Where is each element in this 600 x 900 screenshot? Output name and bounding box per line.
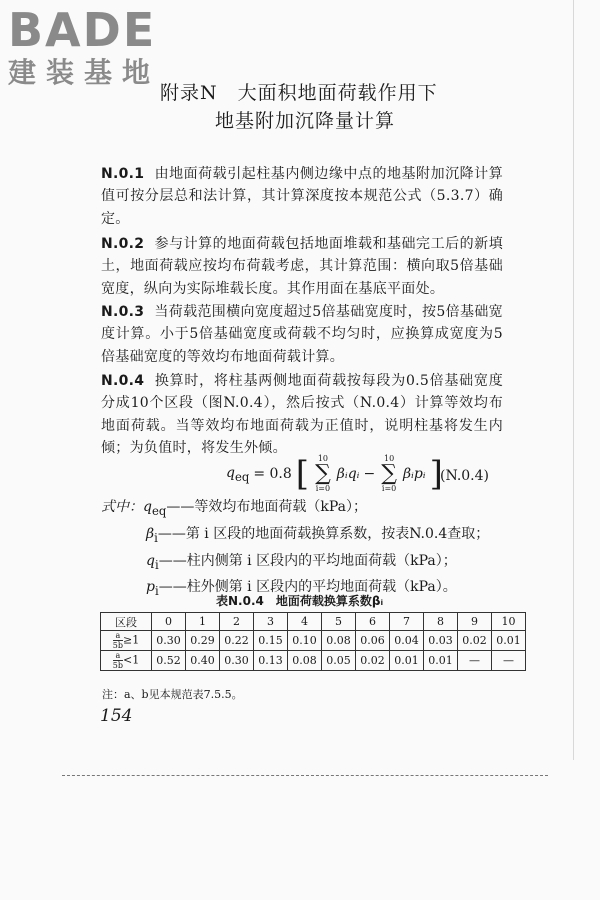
logo-subtitle: 建装基地 — [8, 56, 161, 89]
appendix-subtitle: 地基附加沉降量计算 — [215, 110, 396, 132]
table-cell: 0.02 — [356, 651, 390, 671]
table-row-label: $\frac{a}{5b}$ ≥1 — [101, 631, 152, 651]
table-header-cell: 10 — [492, 613, 526, 631]
table-header-cell: 1 — [186, 613, 220, 631]
table-cell: 0.30 — [152, 631, 186, 651]
table-header-cell: 6 — [356, 613, 390, 631]
table-cell: 0.01 — [492, 631, 526, 651]
table-cell: 0.30 — [220, 651, 254, 671]
table-header-cell: 9 — [458, 613, 492, 631]
clause-text: 参与计算的地面荷载包括地面堆载和基础完工后的新填土，地面荷载应按均布荷载考虑，其计算范围：横向取5倍基础宽度，纵向为实际堆载长度。其作用面在基底平面处。 — [101, 236, 503, 297]
table-header-cell: 2 — [220, 613, 254, 631]
table-cell: 0.29 — [186, 631, 220, 651]
table-cell: 0.01 — [424, 651, 458, 671]
table-cell: — — [492, 651, 526, 671]
coefficient-table — [100, 612, 526, 671]
clause-n04 — [101, 370, 503, 459]
table-cell: — — [458, 651, 492, 671]
table-cell: 0.22 — [220, 631, 254, 651]
clause-text: 换算时，将柱基两侧地面荷载按每段为0.5倍基础宽度分成10个区段（图N.0.4），然后按式（N.0.4）计算等效均布地面荷载。当等效均布地面荷载为正值时，说明柱基将发生内倾；为负值时，将发生外倾。 — [101, 373, 503, 456]
formula-term1: βᵢqᵢ — [336, 466, 360, 482]
logo-brand: BADE — [8, 3, 157, 57]
page-number: 154 — [100, 706, 133, 726]
table-header-row — [101, 613, 526, 631]
clause-number: N.0.1 — [101, 166, 145, 182]
sum-bottom: i=0 — [315, 484, 331, 493]
table-cell: 0.08 — [322, 631, 356, 651]
table-note: 注：a、b见本规范表7.5.5。 — [102, 688, 243, 701]
clause-n01 — [101, 163, 503, 230]
table-header-cell: 5 — [322, 613, 356, 631]
sum-top: 10 — [317, 454, 329, 463]
definition-p: $p_i——$柱外侧第 i 区段内的平均地面荷载（kPa）。 — [146, 579, 457, 599]
table-header-cell: 7 — [390, 613, 424, 631]
table-cell: 0.08 — [288, 651, 322, 671]
definition-beta: $\beta_i——$第 i 区段的地面荷载换算系数，按表N.0.4查取； — [146, 525, 490, 545]
page-bottom-rule — [62, 775, 548, 776]
table-header-label: 区段 — [101, 613, 152, 631]
table-row — [101, 651, 526, 671]
symbol-definitions — [101, 496, 489, 603]
table-cell: 0.06 — [356, 631, 390, 651]
table-header-cell: 8 — [424, 613, 458, 631]
formula-minus: − — [363, 466, 376, 482]
formula-lhs-sub: eq — [234, 469, 250, 484]
formula-bracket-close: ] — [429, 454, 443, 494]
table-header-cell: 4 — [288, 613, 322, 631]
formula-n04 — [226, 455, 443, 493]
formula-bracket-open: [ — [295, 454, 310, 494]
clause-number: N.0.2 — [101, 236, 145, 252]
page-edge-line — [573, 0, 574, 760]
sum-symbol-2: 10 ∑ i=0 — [381, 454, 397, 493]
formula-term2: βᵢpᵢ — [402, 466, 426, 482]
clause-number: N.0.3 — [101, 304, 145, 320]
appendix-title: 附录N 大面积地面荷载作用下 — [160, 82, 438, 104]
definition-qeq: 式中：$q_{eq}——$等效均布地面荷载（kPa）； — [101, 499, 367, 518]
clause-text: 当荷载范围横向宽度超过5倍基础宽度时，按5倍基础宽度计算。小于5倍基础宽度或荷载不均匀时，应换算成宽度为5倍基础宽度的等效均布地面荷载计算。 — [101, 304, 503, 365]
table-cell: 0.40 — [186, 651, 220, 671]
clause-n03 — [101, 301, 503, 368]
clause-n02 — [101, 233, 503, 300]
table-cell: 0.13 — [254, 651, 288, 671]
formula-number: (N.0.4) — [440, 468, 489, 484]
formula-eq: = 0.8 — [253, 466, 292, 482]
logo — [8, 3, 161, 90]
table-header-cell: 0 — [152, 613, 186, 631]
sum-top: 10 — [383, 454, 395, 463]
table-row — [101, 631, 526, 651]
clause-number: N.0.4 — [101, 373, 145, 389]
sum-bottom: i=0 — [381, 484, 397, 493]
sum-symbol-1: 10 ∑ i=0 — [315, 454, 331, 493]
table-cell: 0.10 — [288, 631, 322, 651]
table-cell: 0.52 — [152, 651, 186, 671]
table-cell: 0.15 — [254, 631, 288, 651]
table-cell: 0.01 — [390, 651, 424, 671]
definition-q: $q_i——$柱内侧第 i 区段内的平均地面荷载（kPa）； — [146, 552, 457, 572]
table-cell: 0.02 — [458, 631, 492, 651]
table-cell: 0.05 — [322, 651, 356, 671]
clause-text: 由地面荷载引起柱基内侧边缘中点的地基附加沉降计算值可按分层总和法计算，其计算深度按本规范公式（5.3.7）确定。 — [101, 166, 503, 227]
formula-lhs: q — [226, 464, 235, 481]
table-caption: 表N.0.4 地面荷载换算系数βᵢ — [216, 594, 384, 608]
table-cell: 0.04 — [390, 631, 424, 651]
table-cell: 0.03 — [424, 631, 458, 651]
table-header-cell: 3 — [254, 613, 288, 631]
table-row-label: $\frac{a}{5b}$ <1 — [101, 651, 152, 671]
